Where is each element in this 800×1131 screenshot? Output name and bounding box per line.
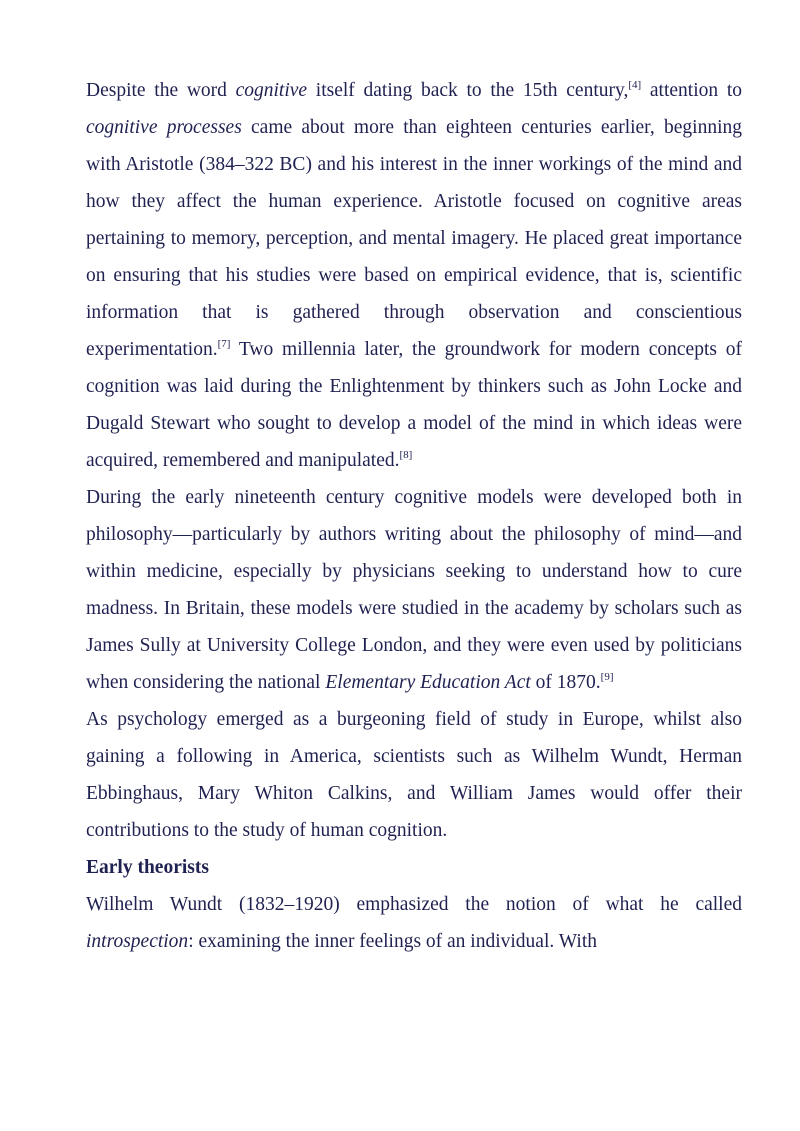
text-run: As psychology emerged as a burgeoning field of study in Europe, whilst also gaining a following in America, scientists such as Wilhelm Wundt, Herman Ebbinghaus, Mary Whiton Calkins, and William James would offer their contributions to the study of human cognition.: [86, 709, 742, 841]
paragraph-nineteenth-century: [86, 479, 742, 701]
emphasis-introspection: introspection: [86, 931, 189, 952]
citation-7[interactable]: [7]: [217, 337, 231, 350]
emphasis-cognitive-processes: cognitive processes: [86, 117, 242, 138]
citation-4[interactable]: [4]: [628, 78, 642, 91]
paragraph-wundt: [86, 886, 742, 960]
citation-8[interactable]: [8]: [399, 448, 413, 461]
emphasis-cognitive: cognitive: [235, 80, 308, 101]
text-run: attention to: [641, 80, 742, 101]
text-run: of 1870.: [530, 672, 601, 693]
paragraph-psychology-emerged: [86, 701, 742, 849]
text-run: Two millennia later, the groundwork for modern concepts of cognition was laid during the Enlightenment by thinkers such as John Locke and Dugald Stewart who sought to develop a model of the mind in which ideas were acquired, remembered and manipulated.: [86, 339, 742, 471]
text-run: came about more than eighteen centuries earlier, beginning with Aristotle (384–322 BC) and his interest in the inner workings of the mind and how they affect the human experience. Aristotle focused on cognitive areas pertaining to memory, perception, and mental imagery. He placed great importance on ensuring that his studies were based on empirical evidence, that is, scientific information that is gathered through observation and conscientious experimentation.: [86, 117, 742, 360]
text-run: : examining the inner feelings of an individual. With: [188, 931, 597, 952]
paragraph-cognition-history: [86, 72, 742, 479]
citation-9[interactable]: [9]: [600, 670, 614, 683]
text-run: Wilhelm Wundt (1832–1920) emphasized the notion of what he called: [86, 894, 742, 915]
text-run: itself dating back to the 15th century,: [307, 80, 629, 101]
emphasis-education-act: Elementary Education Act: [325, 672, 531, 693]
text-run: During the early nineteenth century cognitive models were developed both in philosophy—particularly by authors writing about the philosophy of mind—and within medicine, especially by physicians seeking to understand how to cure madness. In Britain, these models were studied in the academy by scholars such as James Sully at University College London, and they were even used by politicians when considering the national: [86, 487, 742, 693]
heading-early-theorists: Early theorists: [86, 857, 209, 878]
text-run: Despite the word: [86, 80, 236, 101]
